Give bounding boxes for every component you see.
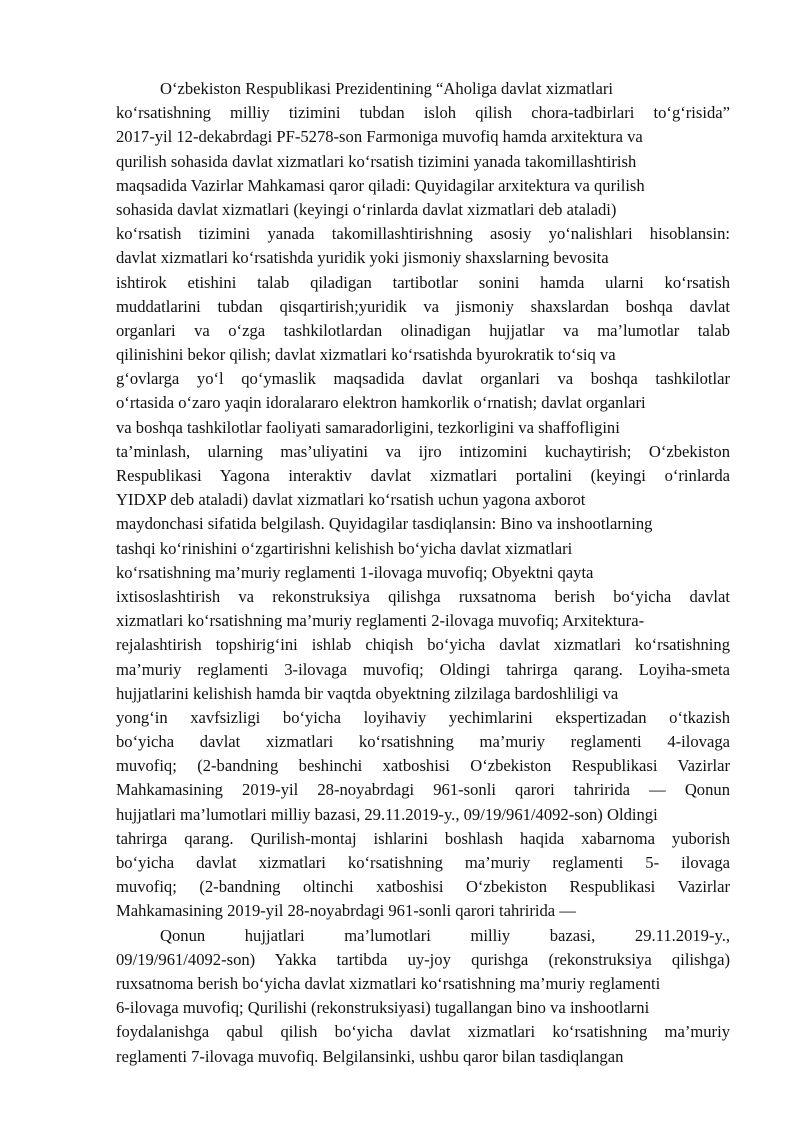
text-line: Respublikasi Yagona interaktiv davlat xizmatlari portalini (keyingi o‘rinlarda — [116, 466, 730, 485]
text-line: hujjatlari ma’lumotlari milliy bazasi, 29.11.2019-y., 09/19/961/4092-son) Oldingi — [116, 804, 658, 824]
text-line: g‘ovlarga yo‘l qo‘ymaslik maqsadida davlat organlari va boshqa tashkilotlar — [116, 369, 730, 389]
text-line: 09/19/961/4092-son) Yakka tartibda uy-joy qurishga (rekonstruksiya qilishga) — [116, 949, 730, 969]
text-line: qilinishini bekor qilish; davlat xizmatlari ko‘rsatishda byurokratik to‘siq va — [116, 345, 616, 365]
text-line: bo‘yicha davlat xizmatlari ko‘rsatishning ma’muriy reglamenti 4-ilovaga — [116, 732, 730, 752]
text-line: tahrirga qarang. Qurilish-montaj ishlarini boshlash haqida xabarnoma yuborish — [116, 828, 730, 848]
text-line: ma’muriy reglamenti 3-ilovaga muvofiq; Oldingi tahrirga qarang. Loyiha-smeta — [116, 659, 730, 679]
text-line: Mahkamasining 2019-yil 28-noyabrdagi 961-sonli qarori tahririda — — [116, 901, 576, 921]
text-line: organlari va o‘zga tashkilotlardan olinadigan hujjatlar va ma’lumotlar talab — [116, 320, 730, 340]
text-line: rejalashtirish topshirig‘ini ishlab chiqish bo‘yicha davlat xizmatlari ko‘rsatishning — [116, 635, 730, 655]
document-body-text — [116, 77, 730, 1069]
text-line: yong‘in xavfsizligi bo‘yicha loyihaviy yechimlarini ekspertizadan o‘tkazish — [116, 707, 730, 727]
text-line: va boshqa tashkilotlar faoliyati samaradorligini, tezkorligini va shaffofligini — [116, 417, 620, 437]
text-line: ta’minlash, ularning mas’uliyatini va ijro intizomini kuchaytirish; O‘zbekiston — [116, 441, 730, 461]
text-line: o‘rtasida o‘zaro yaqin idoralararo elektron hamkorlik o‘rnatish; davlat organlari — [116, 393, 646, 413]
text-line: xizmatlari ko‘rsatishning ma’muriy reglamenti 2-ilovaga muvofiq; Arxitektura- — [116, 611, 645, 631]
text-line: qurilish sohasida davlat xizmatlari ko‘rsatish tizimini yanada takomillashtirish — [116, 151, 637, 171]
text-line: hujjatlarini kelishish hamda bir vaqtda obyektning zilzilaga bardoshliligi va — [116, 683, 619, 703]
text-line: Mahkamasining 2019-yil 28-noyabrdagi 961-sonli qarori tahririda — Qonun — [116, 780, 730, 800]
text-line: Qonun hujjatlari ma’lumotlari milliy bazasi, 29.11.2019-y., — [160, 925, 730, 945]
text-line: O‘zbekiston Respublikasi Prezidentining “Aholiga davlat xizmatlari — [160, 79, 613, 98]
text-line: ko‘rsatishning ma’muriy reglamenti 1-ilovaga muvofiq; Obyektni qayta — [116, 562, 594, 582]
text-line: sohasida davlat xizmatlari (keyingi o‘rinlarda davlat xizmatlari deb ataladi) — [116, 199, 617, 219]
text-line: davlat xizmatlari ko‘rsatishda yuridik yoki jismoniy shaxslarning bevosita — [116, 248, 609, 268]
text-line: ko‘rsatishning milliy tizimini tubdan isloh qilish chora-tadbirlari to‘g‘risida” — [116, 103, 730, 123]
text-line: maydonchasi sifatida belgilash. Quyidagilar tasdiqlansin: Bino va inshootlarning — [116, 514, 653, 534]
text-line: bo‘yicha davlat xizmatlari ko‘rsatishning ma’muriy reglamenti 5- ilovaga — [116, 853, 730, 872]
text-line: ruxsatnoma berish bo‘yicha davlat xizmatlari ko‘rsatishning ma’muriy reglamenti — [116, 973, 661, 993]
text-line: ishtirok etishini talab qiladigan tartibotlar sonini hamda ularni ko‘rsatish — [116, 272, 730, 292]
text-line: YIDXP deb ataladi) davlat xizmatlari ko‘rsatish uchun yagona axborot — [116, 490, 586, 510]
text-line: muvofiq; (2-bandning beshinchi xatboshisi O‘zbekiston Respublikasi Vazirlar — [116, 756, 730, 776]
text-line: ko‘rsatish tizimini yanada takomillashtirishning asosiy yo‘nalishlari hisoblansin: — [116, 224, 730, 244]
text-line: ixtisoslashtirish va rekonstruksiya qilishga ruxsatnoma berish bo‘yicha davlat — [116, 586, 730, 606]
text-line: tashqi ko‘rinishini o‘zgartirishni kelishish bo‘yicha davlat xizmatlari — [116, 538, 573, 558]
text-line: muddatlarini tubdan qisqartirish;yuridik va jismoniy shaxslardan boshqa davlat — [116, 296, 730, 316]
text-line: muvofiq; (2-bandning oltinchi xatboshisi O‘zbekiston Respublikasi Vazirlar — [116, 877, 730, 897]
text-line: foydalanishga qabul qilish bo‘yicha davlat xizmatlari ko‘rsatishning ma’muriy — [116, 1022, 730, 1042]
text-line: maqsadida Vazirlar Mahkamasi qaror qiladi: Quyidagilar arxitektura va qurilish — [116, 175, 645, 195]
text-line: 2017-yil 12-dekabrdagi PF-5278-son Farmoniga muvofiq hamda arxitektura va — [116, 127, 643, 147]
text-line: reglamenti 7-ilovaga muvofiq. Belgilansinki, ushbu qaror bilan tasdiqlangan — [116, 1046, 624, 1066]
text-line: 6-ilovaga muvofiq; Qurilishi (rekonstruksiyasi) tugallangan bino va inshootlarni — [116, 998, 650, 1018]
